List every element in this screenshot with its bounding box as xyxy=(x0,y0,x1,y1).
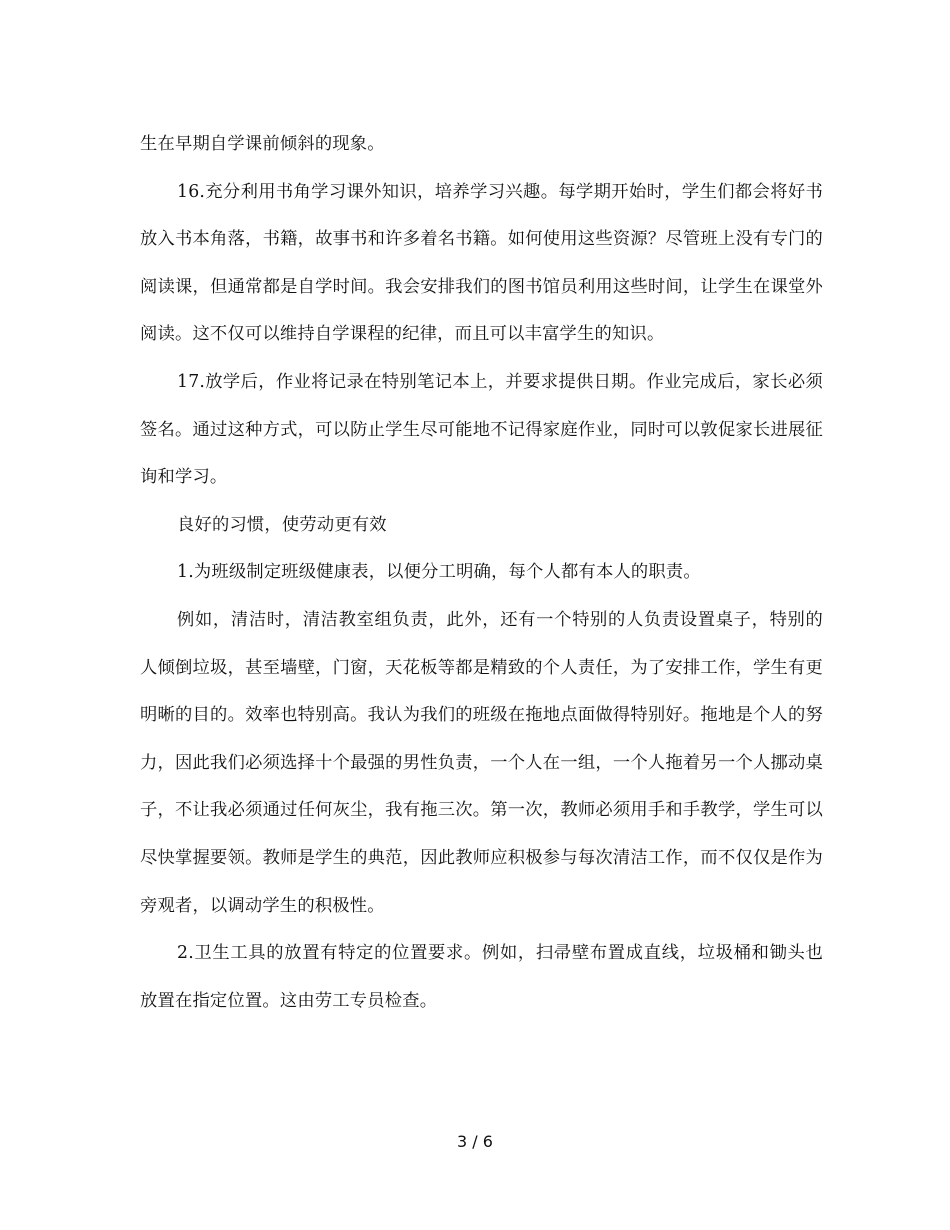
page-number: 3 / 6 xyxy=(457,1132,493,1151)
paragraph-item-1: 1.为班级制定班级健康表，以便分工明确，每个人都有本人的职责。 xyxy=(177,562,701,583)
document-body xyxy=(140,121,823,1025)
paragraph-item-16: 16.充分利用书角学习课外知识，培养学习兴趣。每学期开始时，学生们都会将好书放入书本角落，书籍，故事书和许多着名书籍。如何使用这些资源？尽管班上没有专门的阅读课，但通常都是自学时间。我会安排我们的图书馆员利用这些时间，让学生在课堂外阅读。这不仅可以维持自学课程的纪律，而且可以丰富学生的知识。 xyxy=(140,181,823,345)
paragraph-item-17: 17.放学后，作业将记录在特别笔记本上，并要求提供日期。作业完成后，家长必须签名。通过这种方式，可以防止学生尽可能地不记得家庭作业，同时可以敦促家长进展征询和学习。 xyxy=(140,371,823,488)
paragraph-item-2: 2.卫生工具的放置有特定的位置要求。例如，扫帚壁布置成直线，垃圾桶和锄头也放置在指定位置。这由劳工专员检查。 xyxy=(140,943,823,1011)
paragraph-continuation: 生在早期自学课前倾斜的现象。 xyxy=(140,134,385,154)
paragraph-example: 例如，清洁时，清洁教室组负责，此外，还有一个特别的人负责设置桌子，特别的人倾倒垃圾，甚至墙壁，门窗，天花板等都是精致的个人责任，为了安排工作，学生有更明晰的目的。效率也特别高。我认为我们的班级在拖地点面做得特别好。拖地是个人的努力，因此我们必须选择十个最强的男性负责，一个人在一组，一个人拖着另一个人挪动桌子，不让我必须通过任何灰尘，我有拖三次。第一次，教师必须用手和手教学，学生可以尽快掌握要领。教师是学生的典范，因此教师应积极参与每次清洁工作，而不仅仅是作为旁观者，以调动学生的积极性。 xyxy=(140,609,823,916)
section-heading: 良好的习惯，使劳动更有效 xyxy=(177,514,387,535)
